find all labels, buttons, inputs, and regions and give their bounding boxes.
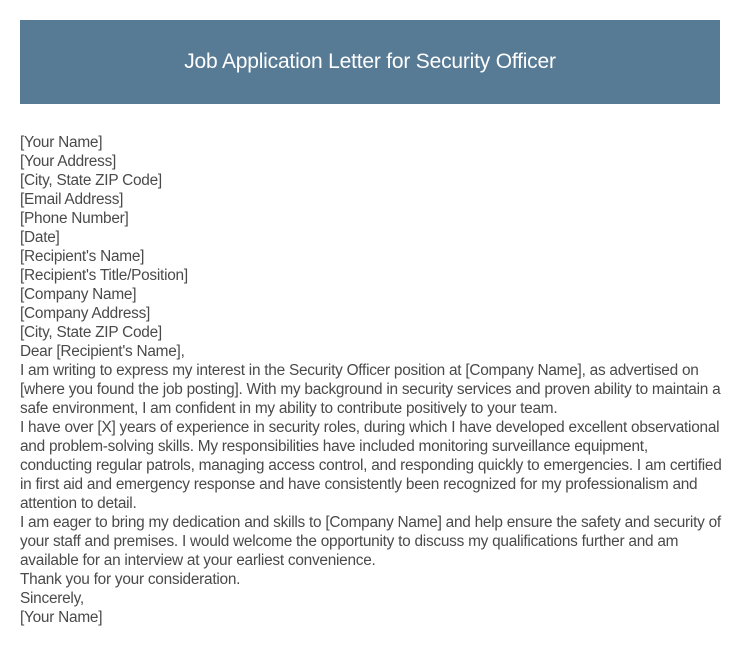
recipient-city-state-zip: [City, State ZIP Code] xyxy=(20,324,162,341)
sender-block xyxy=(20,133,722,228)
letter-body xyxy=(20,133,722,627)
paragraph-experience: I have over [X] years of experience in security roles, during which I have developed excellent observational and problem-solving skills. My responsibilities have included monitoring surveillance equipment, conducting regular patrols, managing access control, and responding quickly to emergencies. I am certified in first aid and emergency response and have consistently been recognized for my professionalism and attention to detail. xyxy=(20,419,722,512)
sender-email: [Email Address] xyxy=(20,191,124,208)
recipient-block xyxy=(20,247,722,342)
recipient-address: [Company Address] xyxy=(20,305,151,322)
paragraph-interest: I am writing to express my interest in the Security Officer position at [Company Name], as advertised on [where you found the job posting]. With my background in security services and proven ability to maintain a safe environment, I am confident in my ability to contribute positively to your team. xyxy=(20,362,721,417)
recipient-name: [Recipient's Name] xyxy=(20,248,145,265)
paragraph-closing-request: I am eager to bring my dedication and skills to [Company Name] and help ensure the safety and security of your staff and premises. I would welcome the opportunity to discuss my qualifications further and am available for an interview at your earliest convenience. xyxy=(20,514,721,569)
letter-date: [Date] xyxy=(20,229,60,246)
recipient-company: [Company Name] xyxy=(20,286,137,303)
sender-address: [Your Address] xyxy=(20,153,117,170)
sender-city-state-zip: [City, State ZIP Code] xyxy=(20,172,162,189)
sender-phone: [Phone Number] xyxy=(20,210,129,227)
signature: [Your Name] xyxy=(20,609,103,626)
page-title: Job Application Letter for Security Officer xyxy=(184,49,556,73)
recipient-title: [Recipient's Title/Position] xyxy=(20,267,188,284)
closing-line: Sincerely, xyxy=(20,590,84,607)
page-header xyxy=(20,20,720,104)
sender-name: [Your Name] xyxy=(20,134,103,151)
thanks-line: Thank you for your consideration. xyxy=(20,571,241,588)
salutation: Dear [Recipient's Name], xyxy=(20,343,185,360)
